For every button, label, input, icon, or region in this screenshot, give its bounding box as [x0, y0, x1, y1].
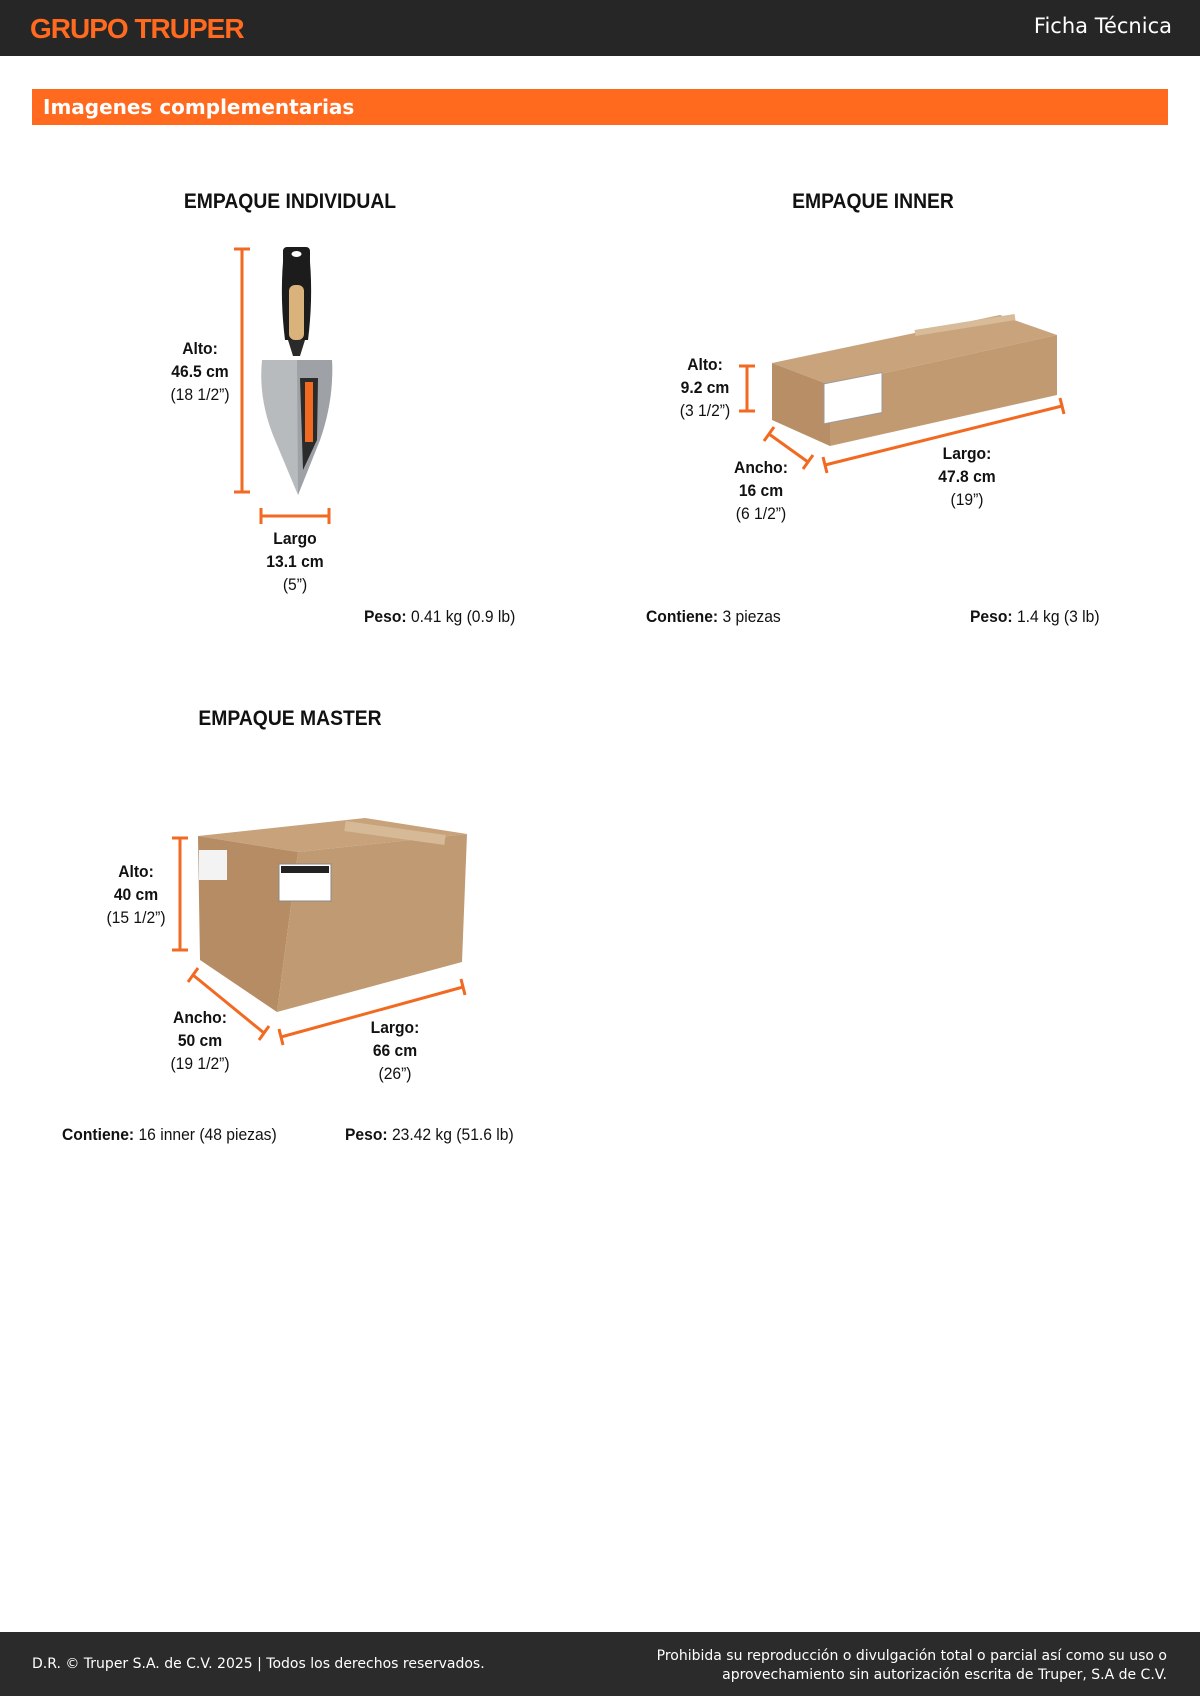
inner-contents: Contiene: 3 piezas [646, 607, 781, 626]
inner-width-label: Ancho: 16 cm (6 1/2”) [734, 458, 788, 523]
document-title: Ficha Técnica [1033, 14, 1172, 38]
individual-weight: Peso: 0.41 kg (0.9 lb) [364, 607, 516, 626]
master-width-label: Ancho: 50 cm (19 1/2”) [170, 1008, 230, 1073]
individual-package-title: EMPAQUE INDIVIDUAL [183, 190, 397, 213]
individual-height-label: Alto: 46.5 cm (18 1/2”) [170, 339, 230, 404]
legal-notice-line-2: aprovechamiento sin autorización escrita de Truper, S.A de C.V. [722, 1667, 1167, 1683]
inner-height-label: Alto: 9.2 cm (3 1/2”) [679, 355, 731, 420]
legal-notice-line-1: Prohibida su reproducción o divulgación total o parcial así como su uso o [656, 1648, 1167, 1664]
master-length-label: Largo: 66 cm (26”) [370, 1018, 420, 1083]
inner-package-title: EMPAQUE INNER [792, 190, 954, 213]
master-contents: Contiene: 16 inner (48 piezas) [62, 1125, 277, 1144]
copyright-text: D.R. © Truper S.A. de C.V. 2025 | Todos los derechos reservados. [32, 1656, 485, 1672]
individual-length-label: Largo 13.1 cm (5”) [266, 529, 324, 594]
master-package-title: EMPAQUE MASTER [198, 707, 382, 730]
section-title: Imagenes complementarias [43, 95, 355, 119]
master-weight: Peso: 23.42 kg (51.6 lb) [345, 1125, 514, 1144]
inner-weight: Peso: 1.4 kg (3 lb) [970, 607, 1100, 626]
master-height-label: Alto: 40 cm (15 1/2”) [106, 862, 166, 927]
legal-notice [657, 1647, 1167, 1685]
brand-logo: GRUPO TRUPER [30, 13, 244, 44]
page-footer [0, 1632, 1200, 1696]
inner-length-label: Largo: 47.8 cm (19”) [938, 444, 996, 509]
